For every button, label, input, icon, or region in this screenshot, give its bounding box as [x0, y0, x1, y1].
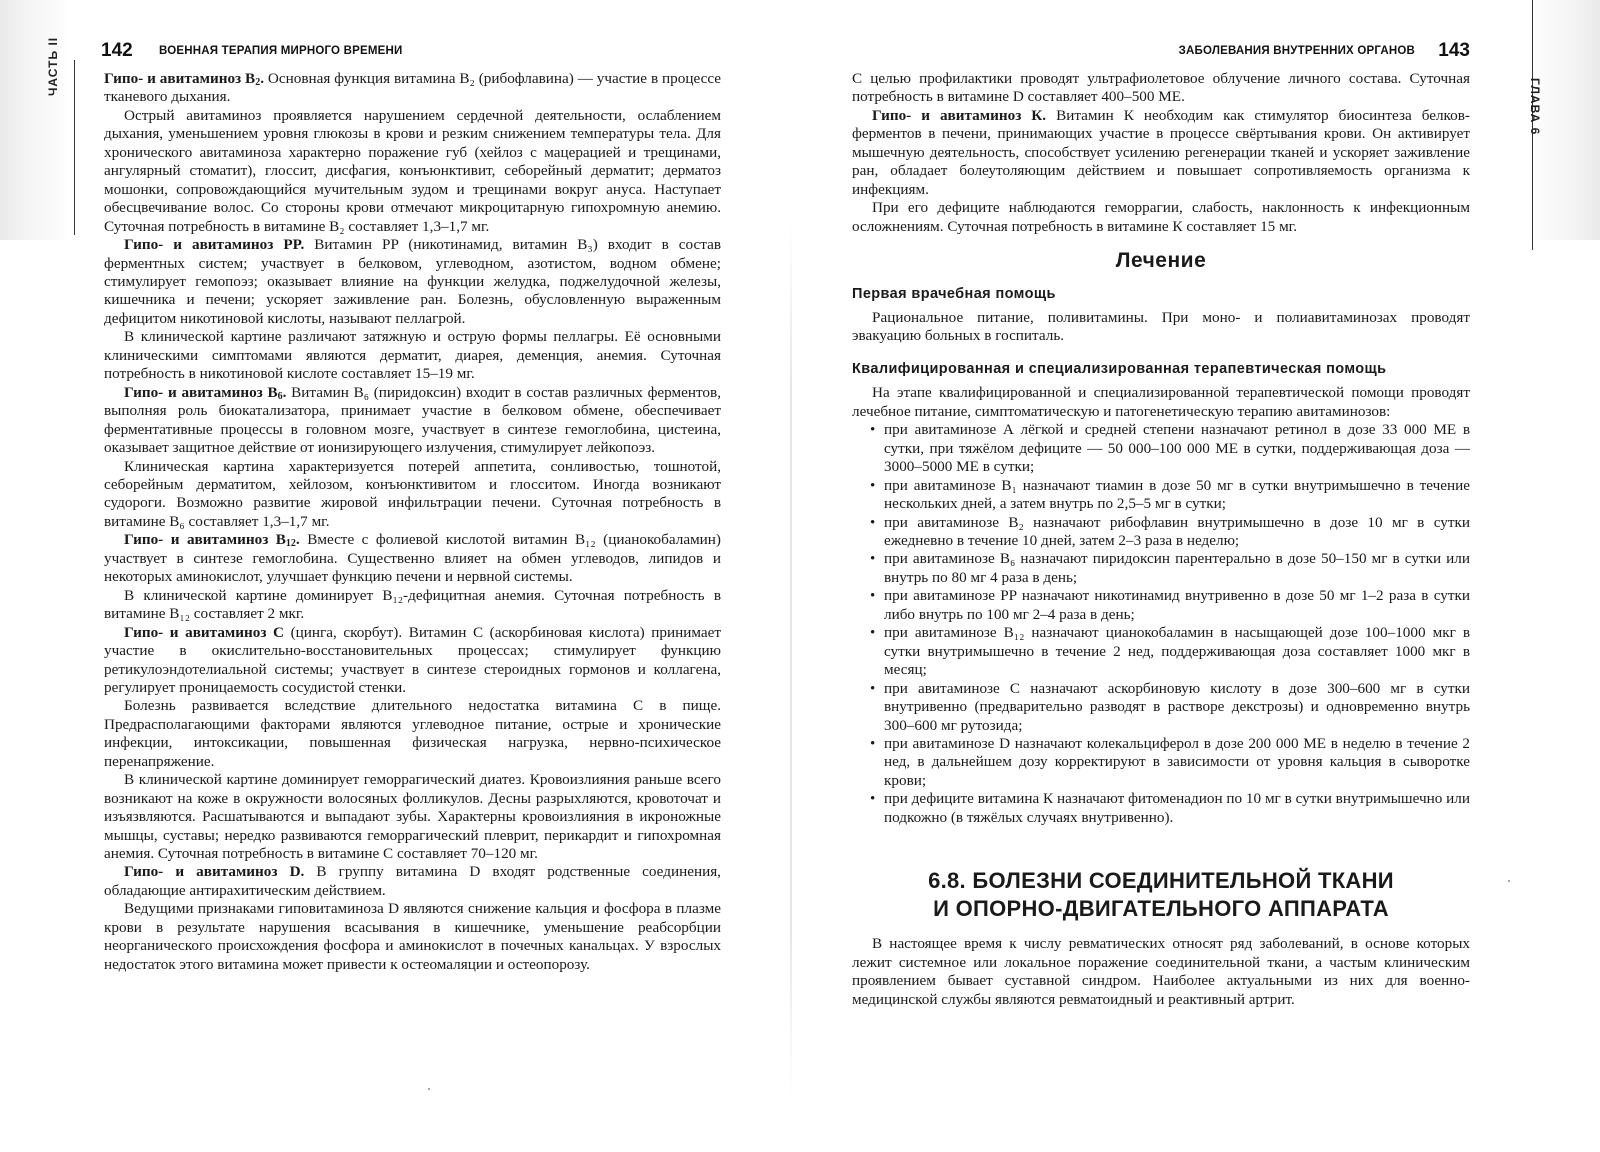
left-paragraph [104, 70, 721, 107]
section-heading-6-8 [852, 867, 1470, 923]
left-page [0, 0, 790, 1152]
running-title-left: ВОЕННАЯ ТЕРАПИЯ МИРНОГО ВРЕМЕНИ [159, 45, 403, 57]
paragraph-body: В клинической картине доминирует геморрагический диатез. Кровоизлияния раньше всего возникают на коже в окружности волосяных фолликулов. Десны разрыхляются, кровоточат и изъязвляются. Расшатываются и выпадают зубы. Характерны кровоизлияния в икроножные мышцы, суставы; нередко развиваются геморрагический плеврит, перикардит и гипохромная анемия. Суточная потребность в витамине С составляет 70–120 мг. [104, 771, 721, 863]
side-tab-chapter: ГЛАВА 6 [1528, 78, 1542, 136]
left-paragraph [104, 900, 721, 974]
paragraph-body: С целью профилактики проводят ультрафиолетовое облучение личного состава. Суточная потребность в витамине D составляет 400–500 МЕ. [852, 70, 1470, 106]
left-paragraph [104, 697, 721, 771]
left-paragraph [104, 863, 721, 900]
paragraph-lead-end: . [295, 531, 300, 549]
right-intro-paragraph [852, 70, 1470, 107]
bullet-dot-icon: • [870, 477, 876, 494]
bullet-text: при авитаминозе С назначают аскорбиновую кислоту в дозе 300–600 мг в сутки внутривенно (предварительно разводят в растворе декстрозы) и одновременно внутрь 300–600 мг рутозида; [884, 679, 1470, 734]
bullet-dot-icon: • [870, 514, 876, 531]
paragraph-lead-text: Гипо- и авитаминоз B [124, 531, 286, 549]
treatment-bullet-item [852, 514, 1470, 551]
treatment-bullet-item [852, 587, 1470, 624]
paragraph-lead [124, 384, 286, 401]
first-aid-text: Рациональное питание, поливитамины. При моно- и полиавитаминозах проводят эвакуацию больных в госпиталь. [852, 308, 1470, 345]
paragraph-body: Витамин PP (никотинамид, витамин B₃) входит в состав ферментных систем; участвует в белковом, углеводном, азотистом, водном обмене; стимулирует гемопоэз; оказывает влияние на функции желудка, поджелудочной железы, кишечника и печени; ускоряет заживление ран. Болезнь, обусловленную выраженным дефицитом никотиновой кислоты, называют пеллагрой. [104, 236, 721, 327]
paragraph-body: Вместе с фолиевой кислотой витамин B₁₂ (цианокобаламин) участвует в синтезе гемоглобина. Существенно влияет на обмен углеводов, липидов и некоторых аминокислот, улучшает функцию печени и нервной системы. [104, 531, 721, 586]
left-paragraph [104, 384, 721, 458]
paragraph-body: В группу витамина D входят родственные соединения, обладающие антирахитическим действием. [104, 863, 721, 899]
left-paragraph [104, 771, 721, 863]
paragraph-lead-text: Гипо- и авитаминоз С [124, 623, 284, 641]
bullet-dot-icon: • [870, 791, 876, 808]
first-aid-heading: Первая врачебная помощь [852, 285, 1056, 302]
left-paragraph [104, 531, 721, 586]
paragraph-lead-subscript: 12 [285, 538, 296, 550]
side-tab-part: ЧАСТЬ II [46, 36, 60, 96]
bullet-text: при авитаминозе B₂ назначают рибофлавин внутримышечно в дозе 10 мг в сутки ежедневно в течение 10 дней, затем 2–3 раза в неделю; [884, 513, 1470, 549]
treatment-bullet-item [852, 680, 1470, 735]
paragraph-lead-end: . [1042, 106, 1047, 124]
left-paragraph [104, 458, 721, 532]
paragraph-lead [124, 531, 300, 548]
paragraph-body: Витамин B₆ (пиридоксин) входит в состав различных ферментов, выполняя роль биокатализатора, принимает участие в белковом обмене, обеспечивает ферментативные процессы в головном мозге, участвует в синтезе гемоглобина, цистеина, оказывает защитное действие от ионизирующего излучения, стимулирует лейкопоэз. [104, 383, 721, 457]
right-intro-paragraph [852, 199, 1470, 236]
paragraph-lead-subscript: 6 [277, 390, 283, 402]
paragraph-lead-end: . [300, 863, 305, 881]
section-heading-line-1: 6.8. БОЛЕЗНИ СОЕДИНИТЕЛЬНОЙ ТКАНИ [928, 868, 1394, 894]
page-number-left: 142 [101, 40, 133, 61]
bullet-dot-icon: • [870, 625, 876, 642]
paragraph-lead-end: . [282, 383, 287, 401]
bullet-text: при авитаминозе B₁ назначают тиамин в дозе 50 мг в сутки внутримышечно в течение нескольких дней, а затем внутрь по 2,5–5 мг в сутки; [884, 476, 1470, 513]
treatment-bullet-item [852, 735, 1470, 790]
paragraph-body: При его дефиците наблюдаются геморрагии, слабость, наклонность к инфекционным осложнениям. Суточная потребность в витамине К составляет 15 мг. [852, 199, 1470, 235]
bullet-text: при авитаминозе PP назначают никотинамид внутривенно в дозе 50 мг 1–2 раза в сутки либо внутрь по 100 мг 2–4 раза в день; [884, 587, 1470, 623]
paragraph-body: Клиническая картина характеризуется потерей аппетита, сонливостью, тошнотой, себорейным дерматитом, хейлозом, конъюнктивитом и глосситом. Иногда возникают судороги. Возможно развитие жировой инфильтрации печени. Суточная потребность в витамине B₆ составляет 1,3–1,7 мг. [104, 457, 721, 530]
running-head-left [101, 40, 791, 60]
bullet-text: при авитаминозе B₆ назначают пиридоксин парентерально в дозе 50–150 мг в сутки или внутрь по 80 мг 4 раза в день; [884, 550, 1470, 586]
paragraph-body: Витамин К необходим как стимулятор биосинтеза белков-ферментов в печени, принимающих участие в процессе свёртывания крови. Он активирует мышечную деятельность, способствует усилению регенерации тканей и ускоряет заживление ран, обладает болеутоляющим действием и повышает сопротивляемость организма к инфекциям. [852, 106, 1470, 198]
paragraph-body: В клинической картине различают затяжную и острую формы пеллагры. Её основными клиническими симптомами являются дерматит, диарея, деменция, анемия. Суточная потребность в никотиновой кислоте составляет 15–19 мг. [104, 328, 721, 383]
page-number-right: 143 [1438, 40, 1470, 61]
paragraph-lead [872, 107, 1046, 124]
book-gutter [790, 220, 792, 1100]
left-text-column [104, 70, 721, 974]
bullet-text: при авитаминозе B₁₂ назначают цианокобаламин в насыщающей дозе 100–1000 мкг в сутки внутримышечно в течение 2 нед, поддерживающая доза составляет 1000 мкг в месяц; [884, 624, 1470, 679]
paragraph-lead-text: Гипо- и авитаминоз B [124, 383, 278, 401]
paragraph-lead-text: Гипо- и авитаминоз К [872, 106, 1043, 124]
bullet-text: при авитаминозе D назначают колекальциферол в дозе 200 000 МЕ в неделю в течение 2 нед, в дальнейшем дозу корректируют в зависимости от уровня кальция в сыворотке крови; [884, 734, 1470, 789]
treatment-heading: Лечение [1115, 249, 1207, 273]
right-page [800, 0, 1600, 1152]
left-paragraph [104, 587, 721, 624]
treatment-bullet-item [852, 550, 1470, 587]
left-paragraph [104, 328, 721, 383]
bullet-dot-icon: • [870, 735, 876, 752]
bullet-text: при авитаминозе А лёгкой и средней степени назначают ретинол в дозе 33 000 МЕ в сутки, при тяжёлом дефиците — 50 000–100 000 МЕ в сутки, поддерживающая доза — 3000–5000 МЕ в сутки; [884, 421, 1470, 476]
paragraph-lead [104, 70, 264, 87]
paragraph-body: Ведущими признаками гиповитаминоза D являются снижение кальция и фосфора в плазме крови в результате нарушения всасывания в кишечнике, уменьшение реабсорбции неорганического происхождения фосфора и аминокислот в почечных канальцах. У взрослых недостаток этого витамина может привести к остеомаляции и остеопорозу. [104, 900, 721, 973]
bullet-dot-icon: • [870, 680, 876, 697]
bullet-dot-icon: • [870, 422, 876, 439]
paragraph-lead-subscript: 2 [255, 77, 261, 88]
left-paragraph [104, 107, 721, 236]
running-title-right: ЗАБОЛЕВАНИЯ ВНУТРЕННИХ ОРГАНОВ [1178, 45, 1415, 57]
paragraph-lead [124, 236, 304, 253]
paragraph-lead [124, 863, 304, 880]
paragraph-lead-text: Гипо- и авитаминоз D [124, 863, 301, 881]
left-paragraph [104, 236, 721, 328]
right-intro-paragraph [852, 107, 1470, 199]
scan-speck [1508, 880, 1510, 882]
treatment-bullet-item [852, 790, 1470, 827]
bullet-dot-icon: • [870, 551, 876, 568]
bullet-dot-icon: • [870, 588, 876, 605]
paragraph-lead-text: Гипо- и авитаминоз PP [124, 236, 301, 254]
treatment-bullet-item [852, 477, 1470, 514]
qualified-care-text: На этапе квалифицированной и специализированной терапевтической помощи проводят лечебное питание, симптоматическую и патогенетическую терапию авитаминозов: [852, 384, 1470, 420]
paragraph-lead-text: Гипо- и авитаминоз B [104, 70, 256, 87]
qualified-care-heading: Квалифицированная и специализированная терапевтическая помощь [852, 360, 1387, 377]
paragraph-lead-end: . [260, 70, 264, 87]
paragraph-body: Основная функция витамина B₂ (рибофлавина) — участие в процессе тканевого дыхания. [104, 70, 721, 106]
right-intro-paragraphs [852, 70, 1470, 236]
paragraph-body: Болезнь развивается вследствие длительного недостатка витамина С в пище. Предрасполагающими факторами являются углеводное питание, острые и хронические инфекции, интоксикации, повышенная физическая нагрузка, нервно-психическое перенапряжение. [104, 697, 721, 770]
running-head-right [850, 40, 1470, 60]
treatment-bullet-item [852, 624, 1470, 679]
left-paragraph [104, 624, 721, 698]
paragraph-lead [124, 624, 284, 641]
side-tab-rule-left [74, 60, 75, 235]
section-heading-line-2: И ОПОРНО-ДВИГАТЕЛЬНОГО АППАРАТА [933, 896, 1389, 922]
section-intro-text: В настоящее время к числу ревматических относят ряд заболеваний, в основе которых лежит системное или локальное поражение соединительной ткани, а частым клиническим проявлением бывает суставной синдром. Наиболее актуальными из них для военно-медицинской службы являются ревматоидный и реактивный артрит. [852, 935, 1470, 1008]
treatment-bullet-item [852, 421, 1470, 476]
treatment-bullet-list [852, 421, 1470, 827]
right-text-column [852, 70, 1470, 1009]
paragraph-body: (цинга, скорбут). Витамин С (аскорбиновая кислота) принимает участие в окислительно-восстановительных процессах; стимулирует функцию ретикулоэндотелиальной системы; участвует в синтезе стероидных гормонов и коллагена, регулирует проницаемость сосудистой стенки. [104, 623, 721, 696]
scan-speck [428, 1088, 430, 1090]
paragraph-body: Острый авитаминоз проявляется нарушением сердечной деятельности, ослаблением дыхания, уменьшением уровня глюкозы в крови и резким снижением температуры тела. Для хронического авитаминоза характерно поражение губ (хейлоз с мацерацией и трещинами, ангулярный стоматит), глоссит, дисфагия, конъюнктивит, себорейный дерматит; дерматоз мошонки, сопровождающийся мучительным зудом и трещинами вокруг ануса. Наступает обесцвечивание волос. Со стороны крови отмечают микроцитарную гипохромную анемию. Суточная потребность в витамине B₂ составляет 1,3–1,7 мг. [104, 106, 721, 235]
paragraph-body: В клинической картине доминирует B₁₂-дефицитная анемия. Суточная потребность в витамине B₁₂ составляет 2 мкг. [104, 586, 721, 623]
paragraph-lead-end: . [300, 236, 305, 254]
bullet-text: при дефиците витамина К назначают фитоменадион по 10 мг в сутки внутримышечно или подкожно (в тяжёлых случаях внутривенно). [884, 790, 1470, 826]
